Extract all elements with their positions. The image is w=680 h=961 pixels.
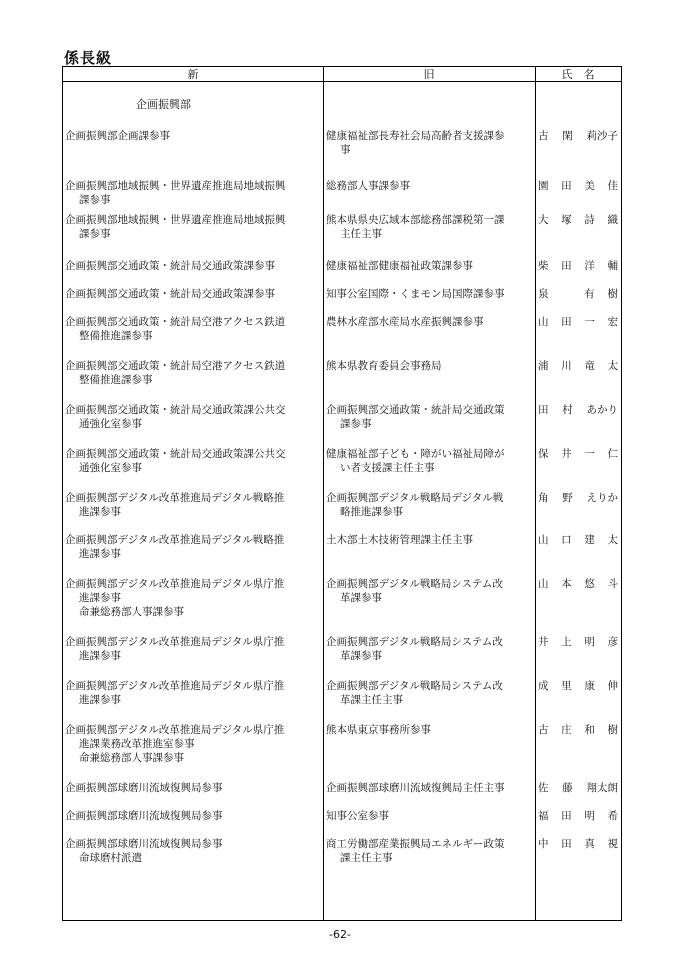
old-position-line: 健康福祉部長寿社会局高齢者支援課参 bbox=[326, 130, 505, 142]
name-part: 佐 bbox=[538, 782, 549, 794]
old-position bbox=[326, 809, 533, 823]
new-position-line: 課参事 bbox=[79, 194, 111, 206]
name-part: 里 bbox=[561, 680, 572, 692]
name-part: 伸 bbox=[607, 680, 618, 692]
old-position bbox=[326, 781, 533, 795]
new-position-line: 進課業務改革推進室参事 bbox=[79, 738, 195, 750]
name-part: 詩 bbox=[584, 214, 595, 226]
new-position bbox=[65, 315, 321, 343]
name-part: 建 bbox=[584, 534, 595, 546]
name-part: 田 bbox=[561, 838, 572, 850]
name-part: 斗 bbox=[607, 578, 618, 590]
name-part: 洋 bbox=[584, 260, 595, 272]
old-position bbox=[326, 577, 533, 605]
name-part: 太 bbox=[607, 360, 618, 372]
name-part: 口 bbox=[561, 534, 572, 546]
name-part: 樹 bbox=[607, 724, 618, 736]
name-part: 泉 bbox=[538, 288, 549, 300]
new-position-line: 進課参事 bbox=[79, 592, 121, 604]
new-position-line: 命兼総務部人事課参事 bbox=[79, 606, 184, 618]
name-part: 仁 bbox=[607, 448, 618, 460]
new-position bbox=[65, 635, 321, 663]
person-name bbox=[538, 577, 620, 591]
name-part: 織 bbox=[607, 214, 618, 226]
new-position-line: 通強化室参事 bbox=[79, 462, 142, 474]
new-position-line: 企画振興部球磨川流域復興局参事 bbox=[65, 810, 223, 822]
old-position-line: 企画振興部球磨川流域復興局主任主事 bbox=[326, 782, 505, 794]
name-part: 浦 bbox=[538, 360, 549, 372]
name-part: 田 bbox=[561, 810, 572, 822]
name-part: 田 bbox=[561, 260, 572, 272]
name-part: 樹 bbox=[607, 288, 618, 300]
new-position bbox=[65, 287, 321, 301]
old-position-line: 農林水産部水産局水産振興課参事 bbox=[326, 316, 484, 328]
old-position-line: 商工労働部産業振興局エネルギー政策 bbox=[326, 838, 505, 850]
old-position bbox=[326, 213, 533, 241]
old-position-line: 企画振興部デジタル戦略局システム改 bbox=[326, 636, 503, 648]
person-name bbox=[538, 259, 620, 273]
new-position bbox=[65, 491, 321, 519]
name-part: 田 bbox=[561, 180, 572, 192]
new-position-line: 企画振興部球磨川流域復興局参事 bbox=[65, 782, 223, 794]
name-part: 山 bbox=[538, 534, 549, 546]
old-position bbox=[326, 359, 533, 373]
old-position-line: 企画振興部デジタル戦略局デジタル戦 bbox=[326, 492, 504, 504]
new-position bbox=[65, 679, 321, 707]
old-position-line: 課参事 bbox=[340, 418, 372, 430]
name-part: 山 bbox=[538, 578, 549, 590]
name-part: あかり bbox=[586, 404, 618, 416]
new-position-line: 企画振興部交通政策・統計局空港アクセス鉄道 bbox=[65, 316, 286, 328]
person-name bbox=[538, 635, 620, 649]
name-part: 翔太朗 bbox=[586, 782, 618, 794]
old-position-line: 健康福祉部子ども・障がい福祉局障が bbox=[326, 448, 505, 460]
name-part: 美 bbox=[584, 180, 595, 192]
new-position-line: 企画振興部球磨川流域復興局参事 bbox=[65, 838, 223, 850]
new-position-line: 企画振興部デジタル改革推進局デジタル県庁推 bbox=[65, 724, 285, 736]
name-part: 中 bbox=[538, 838, 549, 850]
new-position bbox=[65, 213, 321, 241]
name-part: 康 bbox=[584, 680, 595, 692]
old-position bbox=[326, 635, 533, 663]
name-part: 閑 bbox=[562, 130, 573, 142]
person-name bbox=[538, 809, 620, 823]
person-name bbox=[538, 679, 620, 693]
new-position-line: 企画振興部交通政策・統計局交通政策課参事 bbox=[65, 260, 275, 272]
new-position bbox=[65, 359, 321, 387]
name-part: 庄 bbox=[561, 724, 572, 736]
old-position bbox=[326, 129, 533, 157]
old-position-line: 知事公室参事 bbox=[326, 810, 389, 822]
page-number: -62- bbox=[329, 928, 351, 941]
name-part: 山 bbox=[538, 316, 549, 328]
name-part: 明 bbox=[584, 810, 595, 822]
department-heading: 企画振興部 bbox=[136, 98, 191, 111]
new-position bbox=[65, 179, 321, 207]
new-position-line: 企画振興部デジタル改革推進局デジタル県庁推 bbox=[65, 636, 285, 648]
name-part: 田 bbox=[561, 316, 572, 328]
person-name bbox=[538, 403, 620, 417]
name-part: 一 bbox=[584, 316, 595, 328]
old-position-line: 事 bbox=[340, 144, 351, 156]
name-part: 莉沙子 bbox=[586, 130, 618, 142]
person-name bbox=[538, 287, 620, 301]
new-position-line: 企画振興部交通政策・統計局交通政策課公共交 bbox=[65, 404, 286, 416]
name-part: 真 bbox=[584, 838, 595, 850]
name-part: 輔 bbox=[607, 260, 618, 272]
new-position-line: 通強化室参事 bbox=[79, 418, 142, 430]
old-position bbox=[326, 533, 533, 547]
name-part: 園 bbox=[538, 180, 549, 192]
old-position-line: 主任主事 bbox=[340, 228, 382, 240]
new-position-line: 企画振興部企画課参事 bbox=[65, 130, 170, 142]
old-position-line: 企画振興部交通政策・統計局交通政策 bbox=[326, 404, 505, 416]
new-position-line: 命球磨村派遣 bbox=[79, 852, 142, 864]
name-part: 井 bbox=[538, 636, 549, 648]
name-part: 井 bbox=[561, 448, 572, 460]
old-position bbox=[326, 287, 533, 301]
old-position-line: 革課参事 bbox=[340, 650, 382, 662]
name-part: 宏 bbox=[607, 316, 618, 328]
new-position-line: 進課参事 bbox=[79, 506, 121, 518]
name-part: 古 bbox=[538, 724, 549, 736]
old-position bbox=[326, 491, 533, 519]
new-position-line: 企画振興部デジタル改革推進局デジタル戦略推 bbox=[65, 534, 285, 546]
new-position-line: 企画振興部交通政策・統計局空港アクセス鉄道 bbox=[65, 360, 286, 372]
old-position bbox=[326, 837, 533, 865]
old-position-line: 総務部人事課参事 bbox=[326, 180, 410, 192]
old-position-line: 知事公室国際・くまモン局国際課参事 bbox=[326, 288, 505, 300]
name-part: 太 bbox=[607, 534, 618, 546]
new-position-line: 進課参事 bbox=[79, 650, 121, 662]
old-position bbox=[326, 259, 533, 273]
name-part: 本 bbox=[561, 578, 572, 590]
old-position bbox=[326, 447, 533, 475]
name-part: 希 bbox=[607, 810, 618, 822]
name-part: 柴 bbox=[538, 260, 549, 272]
person-name bbox=[538, 491, 620, 505]
name-part: 有 bbox=[584, 288, 595, 300]
old-position bbox=[326, 315, 533, 329]
person-name bbox=[538, 723, 620, 737]
name-part: 角 bbox=[538, 492, 549, 504]
old-position-line: 熊本県県央広域本部総務部課税第一課 bbox=[326, 214, 505, 226]
new-position bbox=[65, 129, 321, 143]
name-part: 古 bbox=[538, 130, 549, 142]
person-name bbox=[538, 359, 620, 373]
old-position bbox=[326, 723, 533, 737]
new-position-line: 企画振興部交通政策・統計局交通政策課公共交 bbox=[65, 448, 286, 460]
name-part: 野 bbox=[562, 492, 573, 504]
old-position-line: い者支援課主任主事 bbox=[340, 462, 435, 474]
new-position-line: 進課参事 bbox=[79, 548, 121, 560]
old-position bbox=[326, 179, 533, 193]
name-part bbox=[561, 287, 571, 301]
old-position-line: 熊本県教育委員会事務局 bbox=[326, 360, 442, 372]
old-position-line: 企画振興部デジタル戦略局システム改 bbox=[326, 578, 503, 590]
new-position bbox=[65, 533, 321, 561]
person-name bbox=[538, 315, 620, 329]
name-part: 成 bbox=[538, 680, 549, 692]
old-position-line: 熊本県東京事務所参事 bbox=[326, 724, 431, 736]
new-position-line: 整備推進課参事 bbox=[79, 374, 153, 386]
old-position bbox=[326, 679, 533, 707]
new-position-line: 企画振興部地域振興・世界遺産推進局地域振興 bbox=[65, 180, 286, 192]
old-position-line: 土木部土木技術管理課主任主事 bbox=[326, 534, 473, 546]
old-position bbox=[326, 403, 533, 431]
name-part: 大 bbox=[538, 214, 549, 226]
new-position-line: 企画振興部デジタル改革推進局デジタル県庁推 bbox=[65, 578, 285, 590]
person-name bbox=[538, 179, 620, 193]
new-position bbox=[65, 723, 321, 765]
old-position-line: 企画振興部デジタル戦略局システム改 bbox=[326, 680, 503, 692]
name-part: 和 bbox=[584, 724, 595, 736]
person-name bbox=[538, 447, 620, 461]
new-position-line: 進課参事 bbox=[79, 694, 121, 706]
header-new: 新 bbox=[63, 67, 323, 82]
column-divider bbox=[323, 67, 324, 920]
name-part: 村 bbox=[562, 404, 573, 416]
new-position-line: 課参事 bbox=[79, 228, 111, 240]
new-position bbox=[65, 447, 321, 475]
new-position-line: 整備推進課参事 bbox=[79, 330, 153, 342]
page-title: 係長級 bbox=[64, 49, 113, 67]
column-divider bbox=[535, 67, 536, 920]
old-position-line: 革課主任主事 bbox=[340, 694, 403, 706]
old-position-line: 略推進課参事 bbox=[340, 506, 403, 518]
old-position-line: 課主任主事 bbox=[340, 852, 393, 864]
person-name bbox=[538, 129, 620, 143]
new-position-line: 命兼総務部人事課参事 bbox=[79, 752, 184, 764]
old-position-line: 革課参事 bbox=[340, 592, 382, 604]
personnel-table bbox=[62, 66, 622, 921]
person-name bbox=[538, 781, 620, 795]
old-position-line: 健康福祉部健康福祉政策課参事 bbox=[326, 260, 473, 272]
new-position-line: 企画振興部デジタル改革推進局デジタル戦略推 bbox=[65, 492, 285, 504]
new-position-line: 企画振興部交通政策・統計局交通政策課参事 bbox=[65, 288, 275, 300]
header-name: 氏 名 bbox=[535, 67, 621, 82]
new-position bbox=[65, 781, 321, 795]
name-part: 視 bbox=[607, 838, 618, 850]
name-part: えりか bbox=[586, 492, 618, 504]
new-position-line: 企画振興部デジタル改革推進局デジタル県庁推 bbox=[65, 680, 285, 692]
name-part: 塚 bbox=[561, 214, 572, 226]
new-position bbox=[65, 259, 321, 273]
name-part: 田 bbox=[538, 404, 549, 416]
name-part: 上 bbox=[561, 636, 572, 648]
name-part: 彦 bbox=[607, 636, 618, 648]
name-part: 保 bbox=[538, 448, 549, 460]
new-position-line: 企画振興部地域振興・世界遺産推進局地域振興 bbox=[65, 214, 286, 226]
name-part: 一 bbox=[584, 448, 595, 460]
new-position bbox=[65, 837, 321, 865]
name-part: 悠 bbox=[584, 578, 595, 590]
name-part: 福 bbox=[538, 810, 549, 822]
name-part: 川 bbox=[561, 360, 572, 372]
person-name bbox=[538, 533, 620, 547]
new-position bbox=[65, 809, 321, 823]
header-old: 旧 bbox=[323, 67, 535, 82]
new-position bbox=[65, 403, 321, 431]
name-part: 佳 bbox=[607, 180, 618, 192]
name-part: 明 bbox=[584, 636, 595, 648]
person-name bbox=[538, 837, 620, 851]
name-part: 竜 bbox=[584, 360, 595, 372]
person-name bbox=[538, 213, 620, 227]
name-part: 藤 bbox=[562, 782, 573, 794]
new-position bbox=[65, 577, 321, 619]
